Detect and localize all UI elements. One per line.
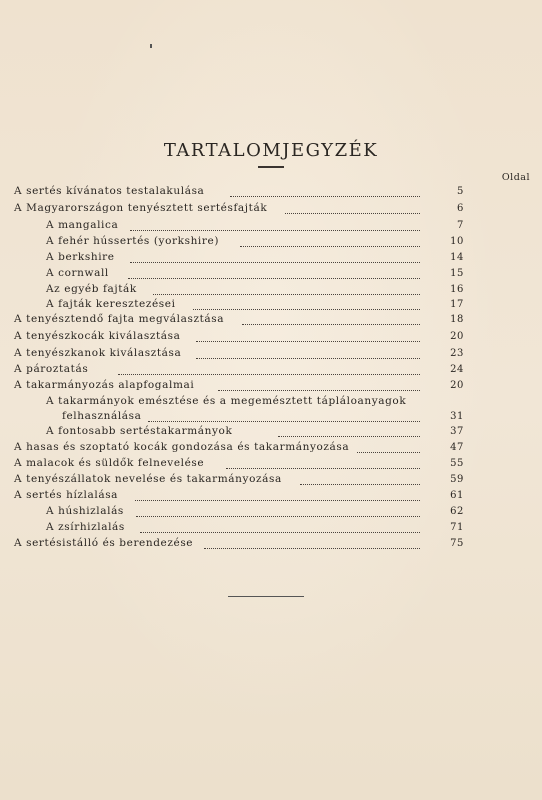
leader-dots bbox=[148, 420, 420, 422]
toc-entry-page: 7 bbox=[457, 220, 464, 231]
leader-dots bbox=[240, 245, 420, 247]
leader-dots bbox=[136, 515, 420, 517]
toc-entry bbox=[0, 266, 542, 281]
toc-entry bbox=[0, 378, 542, 393]
toc-entry bbox=[0, 409, 542, 424]
toc-entry-text: A hasas és szoptató kocák gondozása és takarmányozása bbox=[14, 441, 350, 453]
toc-entry-text: A fehér hússertés (yorkshire) bbox=[46, 235, 220, 247]
toc-entry bbox=[0, 282, 542, 297]
leader-dots bbox=[285, 212, 420, 214]
toc-entry bbox=[0, 184, 542, 199]
closing-rule bbox=[228, 596, 304, 597]
ink-speck bbox=[150, 44, 152, 48]
leader-dots bbox=[230, 195, 420, 197]
leader-dots bbox=[196, 340, 420, 342]
toc-entry-text: A sertésistálló és berendezése bbox=[14, 537, 194, 549]
toc-entry bbox=[0, 346, 542, 361]
toc-entry bbox=[0, 504, 542, 519]
toc-entry bbox=[0, 312, 542, 327]
toc-entry bbox=[0, 472, 542, 487]
toc-entry bbox=[0, 488, 542, 503]
toc-entry-text: A fontosabb sertéstakarmányok bbox=[46, 425, 233, 437]
leader-dots bbox=[118, 373, 420, 375]
toc-entry bbox=[0, 424, 542, 439]
toc-entry-text: A mangalica bbox=[46, 219, 119, 231]
toc-entry-page: 17 bbox=[450, 299, 464, 310]
toc-entry-page: 59 bbox=[450, 474, 464, 485]
leader-dots bbox=[135, 499, 420, 501]
toc-entry-text: felhasználása bbox=[62, 410, 142, 422]
toc-entry-page: 15 bbox=[450, 268, 464, 279]
toc-entry-text: A húshizlalás bbox=[46, 505, 124, 517]
toc-entry-page: 31 bbox=[450, 411, 464, 422]
toc-entry-page: 71 bbox=[450, 522, 464, 533]
toc-entry-page: 55 bbox=[450, 458, 464, 469]
toc-entry-page: 16 bbox=[450, 284, 464, 295]
toc-entry-page: 18 bbox=[450, 314, 464, 325]
toc-entry-page: 20 bbox=[450, 380, 464, 391]
toc-entry-page: 6 bbox=[457, 203, 464, 214]
leader-dots bbox=[218, 389, 420, 391]
toc-entry bbox=[0, 456, 542, 471]
toc-entry-text: Az egyéb fajták bbox=[46, 283, 137, 295]
leader-dots bbox=[300, 483, 420, 485]
toc-entry-page: 24 bbox=[450, 364, 464, 375]
toc-entry-page: 61 bbox=[450, 490, 464, 501]
toc-entry bbox=[0, 329, 542, 344]
leader-dots bbox=[242, 323, 420, 325]
toc-entry-text: A fajták keresztezései bbox=[46, 298, 176, 310]
leader-dots bbox=[278, 435, 420, 437]
leader-dots bbox=[140, 531, 420, 533]
toc-entry-text: A tenyészkanok kiválasztása bbox=[14, 347, 182, 359]
leader-dots bbox=[128, 277, 420, 279]
toc-entry-text: A Magyarországon tenyésztett sertésfajták bbox=[14, 202, 268, 214]
toc-entry-page: 10 bbox=[450, 236, 464, 247]
toc-entry-text: A tenyészkocák kiválasztása bbox=[14, 330, 181, 342]
toc-entry bbox=[0, 440, 542, 455]
toc-entry bbox=[0, 218, 542, 233]
toc-entry-page: 20 bbox=[450, 331, 464, 342]
toc-entry bbox=[0, 201, 542, 216]
toc-entry-text: A tenyészállatok nevelése és takarmányozása bbox=[14, 473, 282, 485]
toc-entry-text: A sertés hízlalása bbox=[14, 489, 119, 501]
leader-dots bbox=[226, 467, 420, 469]
title-underline bbox=[258, 166, 284, 168]
toc-entry-text: A sertés kívánatos testalakulása bbox=[14, 185, 205, 197]
leader-dots bbox=[357, 451, 420, 453]
page-column-header: Oldal bbox=[501, 172, 530, 183]
toc-entry-text: A zsírhizlalás bbox=[46, 521, 125, 533]
toc-entry-page: 62 bbox=[450, 506, 464, 517]
toc-entry-text: A takarmányok emésztése és a megemésztett tápláloanyagok bbox=[46, 395, 407, 407]
toc-entry-page: 14 bbox=[450, 252, 464, 263]
leader-dots bbox=[193, 308, 420, 310]
leader-dots bbox=[153, 293, 420, 295]
toc-entry bbox=[0, 250, 542, 265]
toc-entry-page: 5 bbox=[457, 186, 464, 197]
toc-entry bbox=[0, 362, 542, 377]
page-title: TARTALOMJEGYZÉK bbox=[163, 140, 379, 161]
toc-entry bbox=[0, 394, 542, 409]
leader-dots bbox=[204, 547, 420, 549]
leader-dots bbox=[196, 357, 420, 359]
toc-entry bbox=[0, 297, 542, 312]
toc-entry-page: 75 bbox=[450, 538, 464, 549]
toc-entry-text: A berkshire bbox=[46, 251, 115, 263]
toc-entry-text: A tenyésztendő fajta megválasztása bbox=[14, 313, 225, 325]
toc-entry-text: A malacok és süldők felnevelése bbox=[14, 457, 205, 469]
toc-entry-page: 23 bbox=[450, 348, 464, 359]
leader-dots bbox=[130, 229, 420, 231]
toc-entry-text: A cornwall bbox=[46, 267, 109, 279]
leader-dots bbox=[130, 261, 420, 263]
toc-entry bbox=[0, 536, 542, 551]
toc-entry-page: 37 bbox=[450, 426, 464, 437]
toc-entry-text: A takarmányozás alapfogalmai bbox=[14, 379, 195, 391]
toc-entry-text: A pároztatás bbox=[14, 363, 89, 375]
toc-entry-page: 47 bbox=[450, 442, 464, 453]
toc-entry bbox=[0, 520, 542, 535]
toc-entry bbox=[0, 234, 542, 249]
